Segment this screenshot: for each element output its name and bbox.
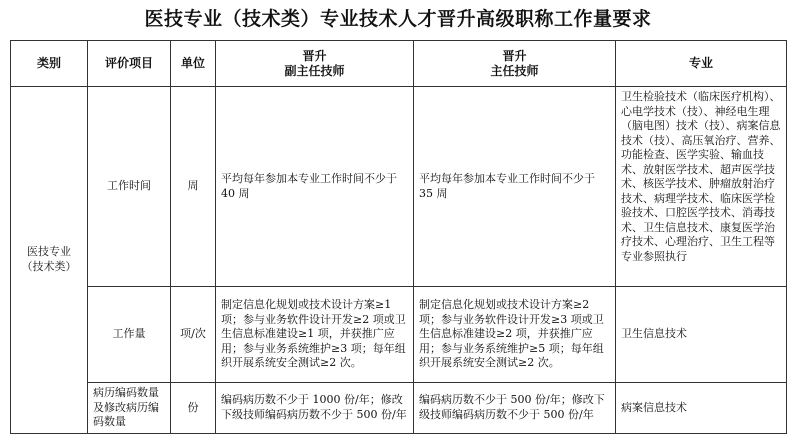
item-cell: 工作时间 <box>88 87 171 287</box>
table-row <box>11 287 787 383</box>
category-line2: （技术类） <box>21 259 77 273</box>
item-cell: 工作量 <box>88 287 171 383</box>
unit-cell: 周 <box>171 87 216 287</box>
deputy-cell: 编码病历数不少于 1000 份/年；修改下级技师编码病历数不少于 500 份/年 <box>216 383 414 434</box>
header-unit: 单位 <box>171 41 216 87</box>
header-category: 类别 <box>11 41 88 87</box>
header-item: 评价项目 <box>88 41 171 87</box>
deputy-cell: 平均每年参加本专业工作时间不少于 40 周 <box>216 87 414 287</box>
header-specialty: 专业 <box>616 41 787 87</box>
item-cell: 病历编码数量及修改病历编码数量 <box>88 383 171 434</box>
table-row <box>11 383 787 434</box>
unit-cell: 项/次 <box>171 287 216 383</box>
category-cell <box>11 87 88 434</box>
page-title: 医技专业（技术类）专业技术人才晋升高级职称工作量要求 <box>144 8 652 30</box>
header-row <box>11 41 787 87</box>
category-line1: 医技专业 <box>27 245 71 259</box>
specialty-cell: 卫生检验技术（临床医疗机构）、心电学技术（技）、神经电生理（脑电图）技术（技）、病案信息技术（技）、高压氧治疗、营养、功能检查、医学实验、输血技术、放射医学技术、超声医学技术、核医学技术、肿瘤放射治疗技术、病理学技术、临床医学检验技术、口腔医学技术、消毒技术、卫生信息技术、康复医学治疗技术、心理治疗、卫生工程等专业参照执行 <box>616 87 787 287</box>
unit-cell: 份 <box>171 383 216 434</box>
header-deputy-line2: 副主任技师 <box>284 63 345 78</box>
requirements-table <box>10 40 787 434</box>
header-deputy-line1: 晋升 <box>302 48 327 63</box>
header-chief-line2: 主任技师 <box>490 63 539 78</box>
header-chief <box>414 41 616 87</box>
chief-cell: 平均每年参加本专业工作时间不少于 35 周 <box>414 87 616 287</box>
table-row <box>11 87 787 287</box>
chief-cell: 编码病历数不少于 500 份/年；修改下级技师编码病历数不少于 500 份/年 <box>414 383 616 434</box>
header-chief-line1: 晋升 <box>502 48 527 63</box>
deputy-cell: 制定信息化规划或技术设计方案≥1 项；参与业务软件设计开发≥2 项或卫生信息标准建设≥1 项，并获推广应用；参与业务系统维护≥3 项；每年组织开展系统安全测试≥2 次。 <box>216 287 414 383</box>
specialty-cell: 病案信息技术 <box>616 383 787 434</box>
header-deputy <box>216 41 414 87</box>
chief-cell: 制定信息化规划或技术设计方案≥2 项；参与业务软件设计开发≥3 项或卫生信息标准建设≥2 项，并获推广应用；参与业务系统维护≥5 项；每年组织开展系统安全测试≥2 次。 <box>414 287 616 383</box>
specialty-cell: 卫生信息技术 <box>616 287 787 383</box>
